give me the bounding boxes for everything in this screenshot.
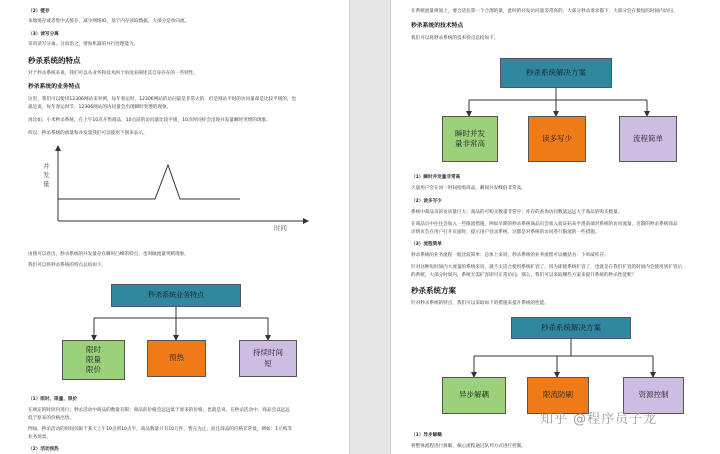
item-cache-text: 本地缓存或者集中式缓存，减少网络IO，基于内存读取数据，大部分是单向流。	[28, 19, 190, 24]
solution-diagram-root: 秒杀系统解决方案	[511, 317, 631, 339]
item-read-heavy-heading: （2）读多写少	[411, 199, 442, 204]
item-rw-split-text: 采用读写分离、分而治之，增加机器的并行处理能力。	[28, 42, 139, 47]
tech-diagram-root: 秒杀系统解决方案	[500, 58, 612, 88]
page-gutter	[349, 0, 391, 454]
subsection-heading-tech: 秒杀系统的技术特点	[411, 23, 464, 29]
item-async-heading: （1）异步解耦	[411, 433, 442, 438]
business-node-short-duration: 持续时间 短	[239, 340, 297, 377]
paragraph-chart-intro: 所以，秒杀系统的流量和并发量我们可以使用下图来表示。	[28, 131, 148, 136]
item-read-heavy-text3: 详情页会在用户打开页面时，提示用户登录系统，这都是对系统的访问进行限流的一些措施。	[411, 230, 600, 235]
item-cache-heading: （2）缓存	[28, 9, 50, 14]
business-diagram-root: 秒杀系统业务特点	[111, 284, 241, 307]
item-limits-heading: （1）限时、限量、限价	[28, 397, 78, 402]
traffic-planning-text: 在系统流量规划上，要合适估算一个合理的量，此时的并发访问量非常高的，大部分秒杀请求都下，大部分会在极短的时间内访问。	[411, 9, 678, 14]
item-simple-flow-text1: 秒杀系统的业务流程一般比较简单；总体上来说，秒杀系统的业务流程可以概括为：下单减库存。	[411, 253, 609, 258]
chart-y-label-3: 量	[43, 180, 50, 188]
item-limits-example1: 例如，秒杀活动的时间仅限于某天上午10点到10点半，商品数量只有10万件，售完为止，而且商品的价格非常低，例如：1元购等	[28, 427, 292, 432]
item-rw-split-heading: （3）读写分离	[28, 32, 59, 37]
item-simple-flow-text2: 针对这种短时间内大流量的系统来说，就不太适合使用系统扩容了，因为即使系统扩容了，也就是在我们扩容的时间内会使用到扩容后	[411, 265, 683, 270]
business-node-preheat: 预热	[147, 340, 206, 377]
item-read-heavy-text1: 系统中商品页的访问量巨大；商品的可购买数量非常少；库存的查询访问数量远远大于商品的购买数量。	[411, 210, 623, 215]
item-limits-example2: 业务场景。	[28, 435, 51, 440]
item-simple-flow-text3: 的系统，大部分时间内，系统无需扩容即可正常访问。那么，我们可以采取哪些方案来提升系统的秒杀性能呢？	[411, 273, 637, 278]
paragraph-xiaomi: 再比如，小米秒杀系统，在上午10点开售商品，10点前的访问量比较平缓，10点时同样会出现并发量瞬时突增的现象。	[28, 118, 271, 123]
zhihu-watermark: 知乎 @程序员子龙	[540, 412, 658, 427]
document-page-right	[391, 0, 720, 454]
item-concurrency-text: 大量用户会在同一时间抢购商品，瞬间并发峰值非常高。	[411, 186, 526, 191]
business-node-limited: 限时 限量 限价	[62, 340, 125, 380]
tech-node-simple-flow: 流程简单	[619, 116, 677, 162]
chart-y-label-1: 并	[43, 162, 50, 170]
tech-intro: 我们可以将秒杀系统的技术特点总结如下。	[411, 36, 499, 41]
tech-node-read-heavy: 读多写少	[528, 116, 586, 162]
subsection-heading-business: 秒杀系统的业务特点	[28, 84, 81, 90]
section-heading-solution: 秒杀系统方案	[411, 286, 456, 295]
solution-node-resource-control: 资源控制	[623, 377, 684, 414]
item-preheat-heading: （2）活动预热	[28, 447, 59, 452]
solution-intro: 针对秒杀系统的特点，我们可以采取如下的措施来提升系统的性能。	[411, 301, 549, 306]
tech-node-high-concurrency: 瞬时并发 量非常高	[442, 116, 498, 162]
paragraph-summary-intro: 我们可以将秒杀系统的特点总结如下。	[28, 263, 107, 268]
item-read-heavy-text2: 在商品页中往往会加入一些限流措施，例如早期的秒杀系统商品页会加入验证码来平滑前端对系统的访问流量，近期的秒杀系统商品	[411, 222, 678, 227]
document-page-left	[0, 0, 349, 454]
chart-x-label: 时间	[274, 224, 287, 232]
chart-y-label-2: 发	[43, 171, 50, 179]
item-limits-line2: 低于原来的价格出售。	[28, 416, 74, 421]
section-heading-features: 秒杀系统的特点	[28, 56, 81, 65]
solution-node-async: 异步解耦	[442, 377, 506, 414]
item-concurrency-heading: （1）瞬时并发量非常高	[411, 175, 461, 180]
item-limits-line1: 在规定的时间内进行；秒杀活动中商品的数量有限；商品的价格会远远低于原来的价格，也就是说，在秒杀活动中，商品会以远远	[28, 408, 290, 413]
features-intro: 对于秒杀系统来说，我们可以从业务和技术两个角度来阐述其自身存在的一些特性。	[28, 71, 198, 76]
item-simple-flow-heading: （3）流程简单	[411, 242, 442, 247]
paragraph-12306-line2: 就是说，每年春运时节，12306网站的访问量会出现瞬时突增的现象。	[28, 105, 172, 110]
solution-node-rate-limit: 限流防刷	[527, 377, 589, 414]
paragraph-12306-line1: 这里，我们可以使用12306网站来举例，每年春运时，12306网站的访问量是非常大的，但是网站平时的访问量却是比较平缓的，也	[28, 97, 297, 102]
paragraph-spike-explanation: 由图可以看出，秒杀系统的并发量存在瞬时凸峰的特点，也叫做流量突刺现象。	[28, 252, 189, 257]
item-async-text: 将整体流程进行拆解，核心流程通过队列方式进行控制。	[411, 444, 526, 449]
